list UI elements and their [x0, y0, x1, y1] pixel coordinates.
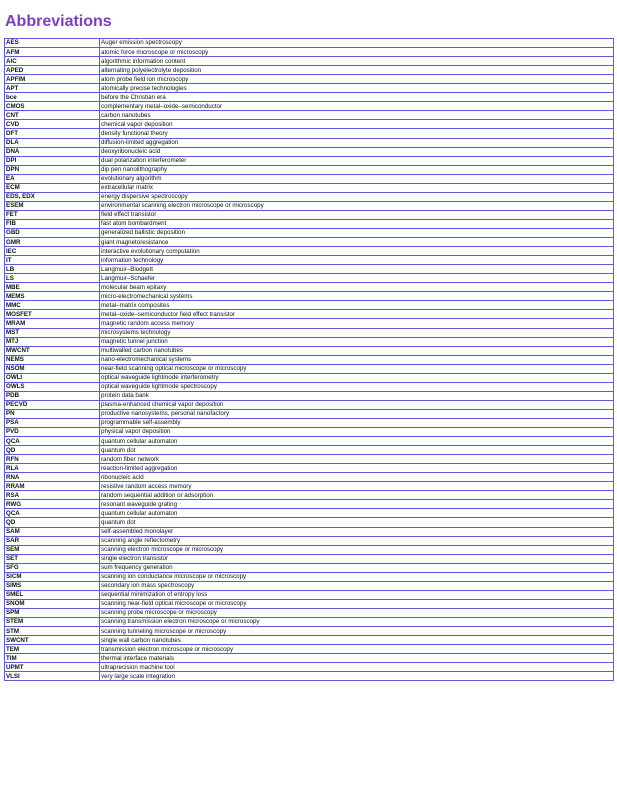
- definition-cell: plasma-enhanced chemical vapor deposition: [100, 400, 614, 409]
- abbreviation-cell: RSA: [5, 491, 100, 500]
- definition-cell: Langmuir–Schaefer: [100, 274, 614, 283]
- table-row: [5, 292, 614, 301]
- abbreviation-cell: SMEL: [5, 590, 100, 599]
- definition-cell: scanning near-field optical microscope or microscopy: [100, 599, 614, 608]
- abbreviation-cell: QCA: [5, 509, 100, 518]
- abbreviation-cell: FET: [5, 210, 100, 219]
- definition-cell: thermal interface materials: [100, 654, 614, 663]
- abbreviation-cell: ECM: [5, 183, 100, 192]
- abbreviation-cell: VLSI: [5, 672, 100, 681]
- table-row: [5, 545, 614, 554]
- table-row: [5, 654, 614, 663]
- table-row: [5, 636, 614, 645]
- abbreviation-cell: QD: [5, 446, 100, 455]
- abbreviation-cell: SICM: [5, 572, 100, 581]
- definition-cell: information technology: [100, 256, 614, 265]
- abbreviation-cell: PSA: [5, 418, 100, 427]
- abbreviation-cell: AIC: [5, 57, 100, 66]
- table-row: [5, 364, 614, 373]
- abbreviation-cell: FIB: [5, 219, 100, 228]
- definition-cell: ultraprecision machine tool: [100, 663, 614, 672]
- table-row: [5, 256, 614, 265]
- definition-cell: transmission electron microscope or microscopy: [100, 645, 614, 654]
- abbreviations-table-body: [5, 39, 614, 681]
- definition-cell: Langmuir–Blodgett: [100, 265, 614, 274]
- definition-cell: complementary metal–oxide–semiconductor: [100, 102, 614, 111]
- abbreviation-cell: MST: [5, 328, 100, 337]
- table-row: [5, 608, 614, 617]
- abbreviation-cell: GMR: [5, 238, 100, 247]
- table-row: [5, 283, 614, 292]
- table-row: [5, 400, 614, 409]
- table-row: [5, 156, 614, 165]
- abbreviation-cell: DNA: [5, 147, 100, 156]
- abbreviation-cell: QCA: [5, 437, 100, 446]
- definition-cell: diffusion-limited aggregation: [100, 138, 614, 147]
- table-row: [5, 437, 614, 446]
- definition-cell: protein data bank: [100, 391, 614, 400]
- abbreviation-cell: MTJ: [5, 337, 100, 346]
- table-row: [5, 192, 614, 201]
- definition-cell: random sequential addition or adsorption: [100, 491, 614, 500]
- table-row: [5, 174, 614, 183]
- definition-cell: quantum cellular automaton: [100, 437, 614, 446]
- abbreviation-cell: EDS, EDX: [5, 192, 100, 201]
- definition-cell: magnetic random access memory: [100, 319, 614, 328]
- definition-cell: energy dispersive spectroscopy: [100, 192, 614, 201]
- abbreviation-cell: STEM: [5, 618, 100, 627]
- abbreviation-cell: MBE: [5, 283, 100, 292]
- table-row: [5, 446, 614, 455]
- definition-cell: algorithmic information content: [100, 57, 614, 66]
- abbreviation-cell: RWG: [5, 500, 100, 509]
- definition-cell: scanning electron microscope or microscopy: [100, 545, 614, 554]
- abbreviation-cell: CNT: [5, 111, 100, 120]
- definition-cell: generalized ballistic deposition: [100, 228, 614, 237]
- abbreviation-cell: LB: [5, 265, 100, 274]
- abbreviation-cell: SET: [5, 554, 100, 563]
- table-row: [5, 102, 614, 111]
- table-row: [5, 39, 614, 48]
- definition-cell: dip pen nanolithography: [100, 165, 614, 174]
- table-row: [5, 418, 614, 427]
- table-row: [5, 238, 614, 247]
- table-row: [5, 57, 614, 66]
- definition-cell: self-assembled monolayer: [100, 527, 614, 536]
- abbreviation-cell: DPI: [5, 156, 100, 165]
- table-row: [5, 482, 614, 491]
- table-row: [5, 645, 614, 654]
- abbreviation-cell: IT: [5, 256, 100, 265]
- abbreviation-cell: APT: [5, 84, 100, 93]
- definition-cell: sequential minimization of entropy loss: [100, 590, 614, 599]
- abbreviation-cell: bce: [5, 93, 100, 102]
- definition-cell: metal–oxide–semiconductor field effect transistor: [100, 310, 614, 319]
- table-row: [5, 672, 614, 681]
- definition-cell: atomic force microscope or microscopy: [100, 48, 614, 57]
- abbreviation-cell: RRAM: [5, 482, 100, 491]
- definition-cell: very large scale integration: [100, 672, 614, 681]
- table-row: [5, 355, 614, 364]
- table-row: [5, 599, 614, 608]
- definition-cell: quantum dot: [100, 518, 614, 527]
- definition-cell: deoxyribonucleic acid: [100, 147, 614, 156]
- abbreviation-cell: MEMS: [5, 292, 100, 301]
- table-row: [5, 518, 614, 527]
- table-row: [5, 391, 614, 400]
- table-row: [5, 464, 614, 473]
- abbreviation-cell: SWCNT: [5, 636, 100, 645]
- table-row: [5, 618, 614, 627]
- definition-cell: micro-electromechanical systems: [100, 292, 614, 301]
- table-row: [5, 138, 614, 147]
- abbreviation-cell: OWLS: [5, 382, 100, 391]
- table-row: [5, 66, 614, 75]
- abbreviation-cell: STM: [5, 627, 100, 636]
- definition-cell: reaction-limited aggregation: [100, 464, 614, 473]
- definition-cell: near-field scanning optical microscope or microscopy: [100, 364, 614, 373]
- abbreviation-cell: SPM: [5, 608, 100, 617]
- definition-cell: quantum cellular automaton: [100, 509, 614, 518]
- abbreviation-cell: DFT: [5, 129, 100, 138]
- abbreviation-cell: OWLI: [5, 373, 100, 382]
- definition-cell: secondary ion mass spectroscopy: [100, 581, 614, 590]
- definition-cell: density functional theory: [100, 129, 614, 138]
- abbreviation-cell: SEM: [5, 545, 100, 554]
- abbreviation-cell: CVD: [5, 120, 100, 129]
- table-row: [5, 473, 614, 482]
- table-row: [5, 337, 614, 346]
- abbreviation-cell: MMC: [5, 301, 100, 310]
- definition-cell: multiwalled carbon nanotubes: [100, 346, 614, 355]
- definition-cell: single electron transistor: [100, 554, 614, 563]
- abbreviation-cell: RNA: [5, 473, 100, 482]
- definition-cell: programmable self-assembly: [100, 418, 614, 427]
- table-row: [5, 563, 614, 572]
- abbreviation-cell: SAM: [5, 527, 100, 536]
- table-row: [5, 165, 614, 174]
- definition-cell: single wall carbon nanotubes: [100, 636, 614, 645]
- definition-cell: optical waveguide lightmode spectroscopy: [100, 382, 614, 391]
- abbreviation-cell: APED: [5, 66, 100, 75]
- table-row: [5, 310, 614, 319]
- definition-cell: scanning angle reflectometry: [100, 536, 614, 545]
- abbreviation-cell: QD: [5, 518, 100, 527]
- abbreviation-cell: PVD: [5, 428, 100, 437]
- abbreviation-cell: ESEM: [5, 201, 100, 210]
- definition-cell: fast atom bombardment: [100, 219, 614, 228]
- table-row: [5, 228, 614, 237]
- table-row: [5, 219, 614, 228]
- table-row: [5, 301, 614, 310]
- table-row: [5, 509, 614, 518]
- abbreviation-cell: SNOM: [5, 599, 100, 608]
- abbreviation-cell: AFM: [5, 48, 100, 57]
- abbreviation-cell: RFN: [5, 455, 100, 464]
- table-row: [5, 627, 614, 636]
- definition-cell: productive nanosystems, personal nanofactory: [100, 409, 614, 418]
- table-row: [5, 111, 614, 120]
- abbreviation-cell: SIMS: [5, 581, 100, 590]
- definition-cell: sum frequency generation: [100, 563, 614, 572]
- definition-cell: scanning probe microscope or microscopy: [100, 608, 614, 617]
- table-row: [5, 265, 614, 274]
- abbreviation-cell: NEMS: [5, 355, 100, 364]
- abbreviation-cell: TEM: [5, 645, 100, 654]
- definition-cell: optical waveguide lightmode interferometry: [100, 373, 614, 382]
- definition-cell: quantum dot: [100, 446, 614, 455]
- abbreviation-cell: MOSFET: [5, 310, 100, 319]
- table-row: [5, 120, 614, 129]
- definition-cell: magnetic tunnel junction: [100, 337, 614, 346]
- abbreviation-cell: PECVD: [5, 400, 100, 409]
- definition-cell: atomically precise technologies: [100, 84, 614, 93]
- table-row: [5, 84, 614, 93]
- table-row: [5, 409, 614, 418]
- abbreviation-cell: GBD: [5, 228, 100, 237]
- table-row: [5, 247, 614, 256]
- abbreviation-cell: CMOS: [5, 102, 100, 111]
- table-row: [5, 373, 614, 382]
- table-row: [5, 328, 614, 337]
- abbreviation-cell: MWCNT: [5, 346, 100, 355]
- definition-cell: scanning transmission electron microscope or microscopy: [100, 618, 614, 627]
- table-row: [5, 93, 614, 102]
- definition-cell: random fiber network: [100, 455, 614, 464]
- definition-cell: metal–matrix composites: [100, 301, 614, 310]
- table-row: [5, 455, 614, 464]
- abbreviation-cell: PN: [5, 409, 100, 418]
- abbreviations-table: [4, 38, 614, 681]
- table-row: [5, 183, 614, 192]
- definition-cell: dual polarization interferometer: [100, 156, 614, 165]
- definition-cell: resistive random access memory: [100, 482, 614, 491]
- abbreviation-cell: DPN: [5, 165, 100, 174]
- definition-cell: physical vapor deposition: [100, 428, 614, 437]
- table-row: [5, 210, 614, 219]
- table-row: [5, 590, 614, 599]
- abbreviation-cell: NSOM: [5, 364, 100, 373]
- definition-cell: microsystems technology: [100, 328, 614, 337]
- definition-cell: chemical vapor deposition: [100, 120, 614, 129]
- table-row: [5, 75, 614, 84]
- abbreviation-cell: SFG: [5, 563, 100, 572]
- table-row: [5, 663, 614, 672]
- definition-cell: Auger emission spectroscopy: [100, 39, 614, 48]
- definition-cell: before the Christian era: [100, 93, 614, 102]
- table-row: [5, 527, 614, 536]
- table-row: [5, 129, 614, 138]
- definition-cell: giant magnetoresistance: [100, 238, 614, 247]
- definition-cell: scanning tunneling microscope or microscopy: [100, 627, 614, 636]
- definition-cell: molecular beam epitaxy: [100, 283, 614, 292]
- page-title: Abbreviations: [5, 13, 112, 30]
- table-row: [5, 201, 614, 210]
- abbreviation-cell: APFIM: [5, 75, 100, 84]
- abbreviation-cell: TIM: [5, 654, 100, 663]
- abbreviation-cell: PDB: [5, 391, 100, 400]
- abbreviation-cell: AES: [5, 39, 100, 48]
- definition-cell: interactive evolutionary computation: [100, 247, 614, 256]
- table-row: [5, 319, 614, 328]
- table-row: [5, 554, 614, 563]
- table-row: [5, 147, 614, 156]
- definition-cell: atom probe field ion microscopy: [100, 75, 614, 84]
- definition-cell: ribonucleic acid: [100, 473, 614, 482]
- table-row: [5, 536, 614, 545]
- table-row: [5, 572, 614, 581]
- abbreviation-cell: RLA: [5, 464, 100, 473]
- abbreviation-cell: UPMT: [5, 663, 100, 672]
- definition-cell: evolutionary algorithm: [100, 174, 614, 183]
- definition-cell: resonant waveguide grating: [100, 500, 614, 509]
- abbreviation-cell: MRAM: [5, 319, 100, 328]
- table-row: [5, 48, 614, 57]
- definition-cell: environmental scanning electron microscope or microscopy: [100, 201, 614, 210]
- table-row: [5, 382, 614, 391]
- abbreviation-cell: DLA: [5, 138, 100, 147]
- table-row: [5, 491, 614, 500]
- definition-cell: carbon nanotubes: [100, 111, 614, 120]
- definition-cell: scanning ion conductance microscope or microscopy: [100, 572, 614, 581]
- definition-cell: nano-electromechanical systems: [100, 355, 614, 364]
- definition-cell: alternating polyelectrolyte deposition: [100, 66, 614, 75]
- table-row: [5, 428, 614, 437]
- table-row: [5, 500, 614, 509]
- abbreviation-cell: LS: [5, 274, 100, 283]
- abbreviation-cell: IEC: [5, 247, 100, 256]
- definition-cell: field effect transistor: [100, 210, 614, 219]
- table-row: [5, 274, 614, 283]
- abbreviation-cell: EA: [5, 174, 100, 183]
- table-row: [5, 581, 614, 590]
- definition-cell: extracellular matrix: [100, 183, 614, 192]
- abbreviation-cell: SAR: [5, 536, 100, 545]
- table-row: [5, 346, 614, 355]
